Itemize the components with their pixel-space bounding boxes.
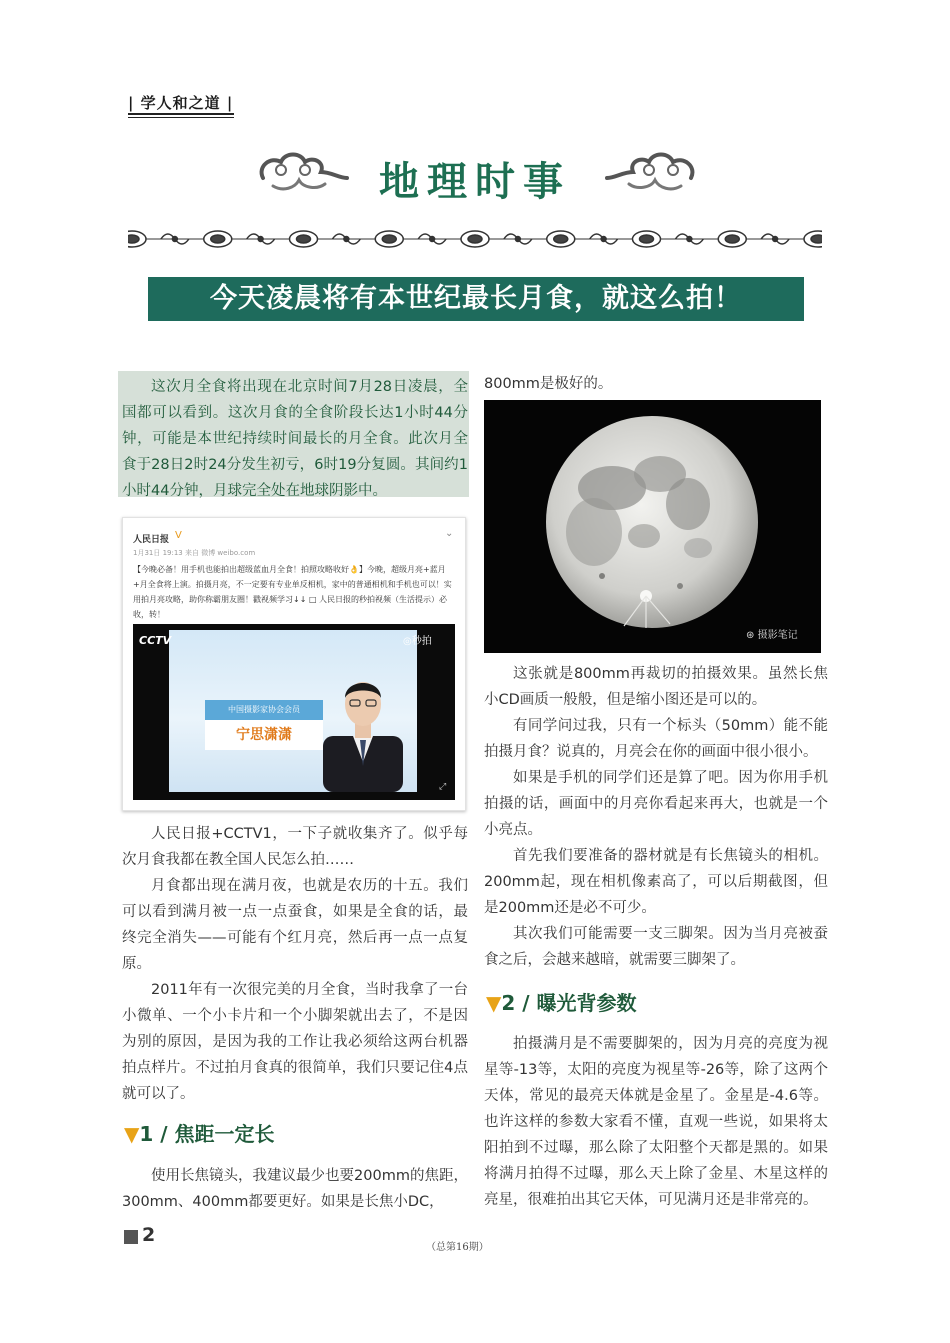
caption-org: 中国摄影家协会会员	[205, 700, 323, 720]
miaopai-logo: ◎秒拍	[403, 636, 432, 647]
triangle-marker-icon: ▼	[124, 1122, 140, 1146]
decorative-border-icon	[128, 226, 822, 252]
subhead-1-paragraph: 使用长焦镜头，我建议最少也要200mm的焦距，300mm、400mm都要更好。如果是长焦小DC，	[122, 1168, 468, 1210]
right-paragraph-1: 这张就是800mm再裁切的拍摄效果。虽然长焦小CD画质一般般，但是缩小图还是可以的。	[484, 666, 828, 708]
page-number-marker-icon	[124, 1230, 138, 1244]
chevron-down-icon: ⌄	[445, 528, 454, 539]
left-paragraph-1: 人民日报+CCTV1，一下子就收集齐了。似乎每次月食我都在教全国人民怎么拍……	[122, 826, 468, 868]
subhead-1: ▼1 / 焦距一定长	[124, 1122, 275, 1146]
column-tag: | 学人和之道 |	[128, 94, 234, 112]
cloud-ornament-right-icon	[604, 148, 699, 198]
video-caption-card	[205, 700, 323, 764]
issue-number: （总第16期）	[426, 1242, 489, 1253]
intro-text: 这次月全食将出现在北京时间7月28日凌晨，全国都可以看到。这次月食的全食阶段长达1小时44分钟，可能是本世纪持续时间最长的月全食。此次月全食于28日2时24分发生初亏，6时19分复圆。其间约1小时44分钟，月球完全处在地球阴影中。	[122, 379, 468, 499]
weibo-screenshot	[122, 517, 466, 811]
wechat-icon: ⊛	[746, 630, 755, 641]
subhead-2-paragraph: 拍摄满月是不需要脚架的，因为月亮的亮度为视星等-13等，太阳的亮度为视星等-26等，除了这两个天体，常见的最亮天体就是金星了。金星是-4.6等。也许这样的参数大家看不懂，直观一些说，如果将太阳拍到不过曝，那么除了太阳整个天都是黑的。如果将满月拍得不过曝，那么天上除了金星、木星这样的亮星，很难拍出其它天体，可见满月还是非常亮的。	[484, 1036, 828, 1208]
fullscreen-icon: ⤢	[439, 782, 447, 792]
video-frame	[169, 630, 417, 792]
caption-name: 宁思潇潇	[205, 720, 323, 750]
page-number: 2	[142, 1224, 156, 1246]
subhead-2: ▼2 / 曝光背参数	[486, 991, 637, 1015]
left-paragraph-3: 2011年有一次很完美的月全食，当时我拿了一台小微单、一个小卡片和一个小脚架就出去了，不是因为别的原因，是因为我的工作让我必须给这两台机器拍点样片。不过拍月食真的很简单，我们只要记住4点就可以了。	[122, 982, 468, 1102]
column-tag-rule	[128, 113, 234, 115]
right-paragraph-2: 有同学问过我，只有一个标头（50mm）能不能拍摄月食？说真的，月亮会在你的画面中很小很小。	[484, 718, 828, 760]
weibo-post-meta: 1月31日 19:13 来自 微博 weibo.com	[133, 549, 256, 557]
right-paragraph-3: 如果是手机的同学们还是算了吧。因为你用手机拍摄的话，画面中的月亮你看起来再大，也就是一个小亮点。	[484, 770, 828, 838]
weibo-video	[133, 624, 455, 800]
headline-banner: 今天凌晨将有本世纪最长月食，就这么拍！	[148, 277, 804, 321]
column-tag-rule-thin	[128, 117, 234, 118]
photo-watermark: ⊛ 摄影笔记	[746, 630, 798, 641]
person-figure-icon	[323, 666, 403, 792]
right-paragraph-4: 首先我们要准备的器材就是有长焦镜头的相机。200mm起，现在相机像素高了，可以后期截图，但是200mm还是必不可少。	[484, 848, 828, 916]
right-top-text: 800mm是极好的。	[484, 376, 613, 392]
weibo-post-text: 【今晚必备！用手机也能拍出超级蓝血月全食！拍照攻略收好👌】今晚，超级月亮+蓝月+月全食将上演。拍摄月亮，不一定要有专业单反相机，家中的普通相机和手机也可以！实用拍月亮攻略，助你称霸朋友圈！戳视频学习↓↓ □ 人民日报的秒拍视频（生活提示）必收，转！	[133, 565, 452, 619]
cctv-logo: CCTV	[139, 634, 172, 647]
moon-photo	[484, 400, 821, 653]
cloud-ornament-left-icon	[255, 148, 350, 198]
weibo-account-name: 人民日报	[133, 535, 170, 545]
left-paragraph-2: 月食都出现在满月夜，也就是农历的十五。我们可以看到满月被一点一点蚕食，如果是全食的话，最终完全消失——可能有个红月亮，然后再一点一点复原。	[122, 878, 468, 972]
verified-badge-icon: V	[175, 530, 182, 541]
triangle-marker-icon: ▼	[486, 991, 502, 1015]
section-title: 地理时事	[379, 158, 571, 205]
full-moon-icon	[484, 400, 821, 653]
right-paragraph-5: 其次我们可能需要一支三脚架。因为当月亮被蚕食之后，会越来越暗，就需要三脚架了。	[484, 926, 828, 968]
